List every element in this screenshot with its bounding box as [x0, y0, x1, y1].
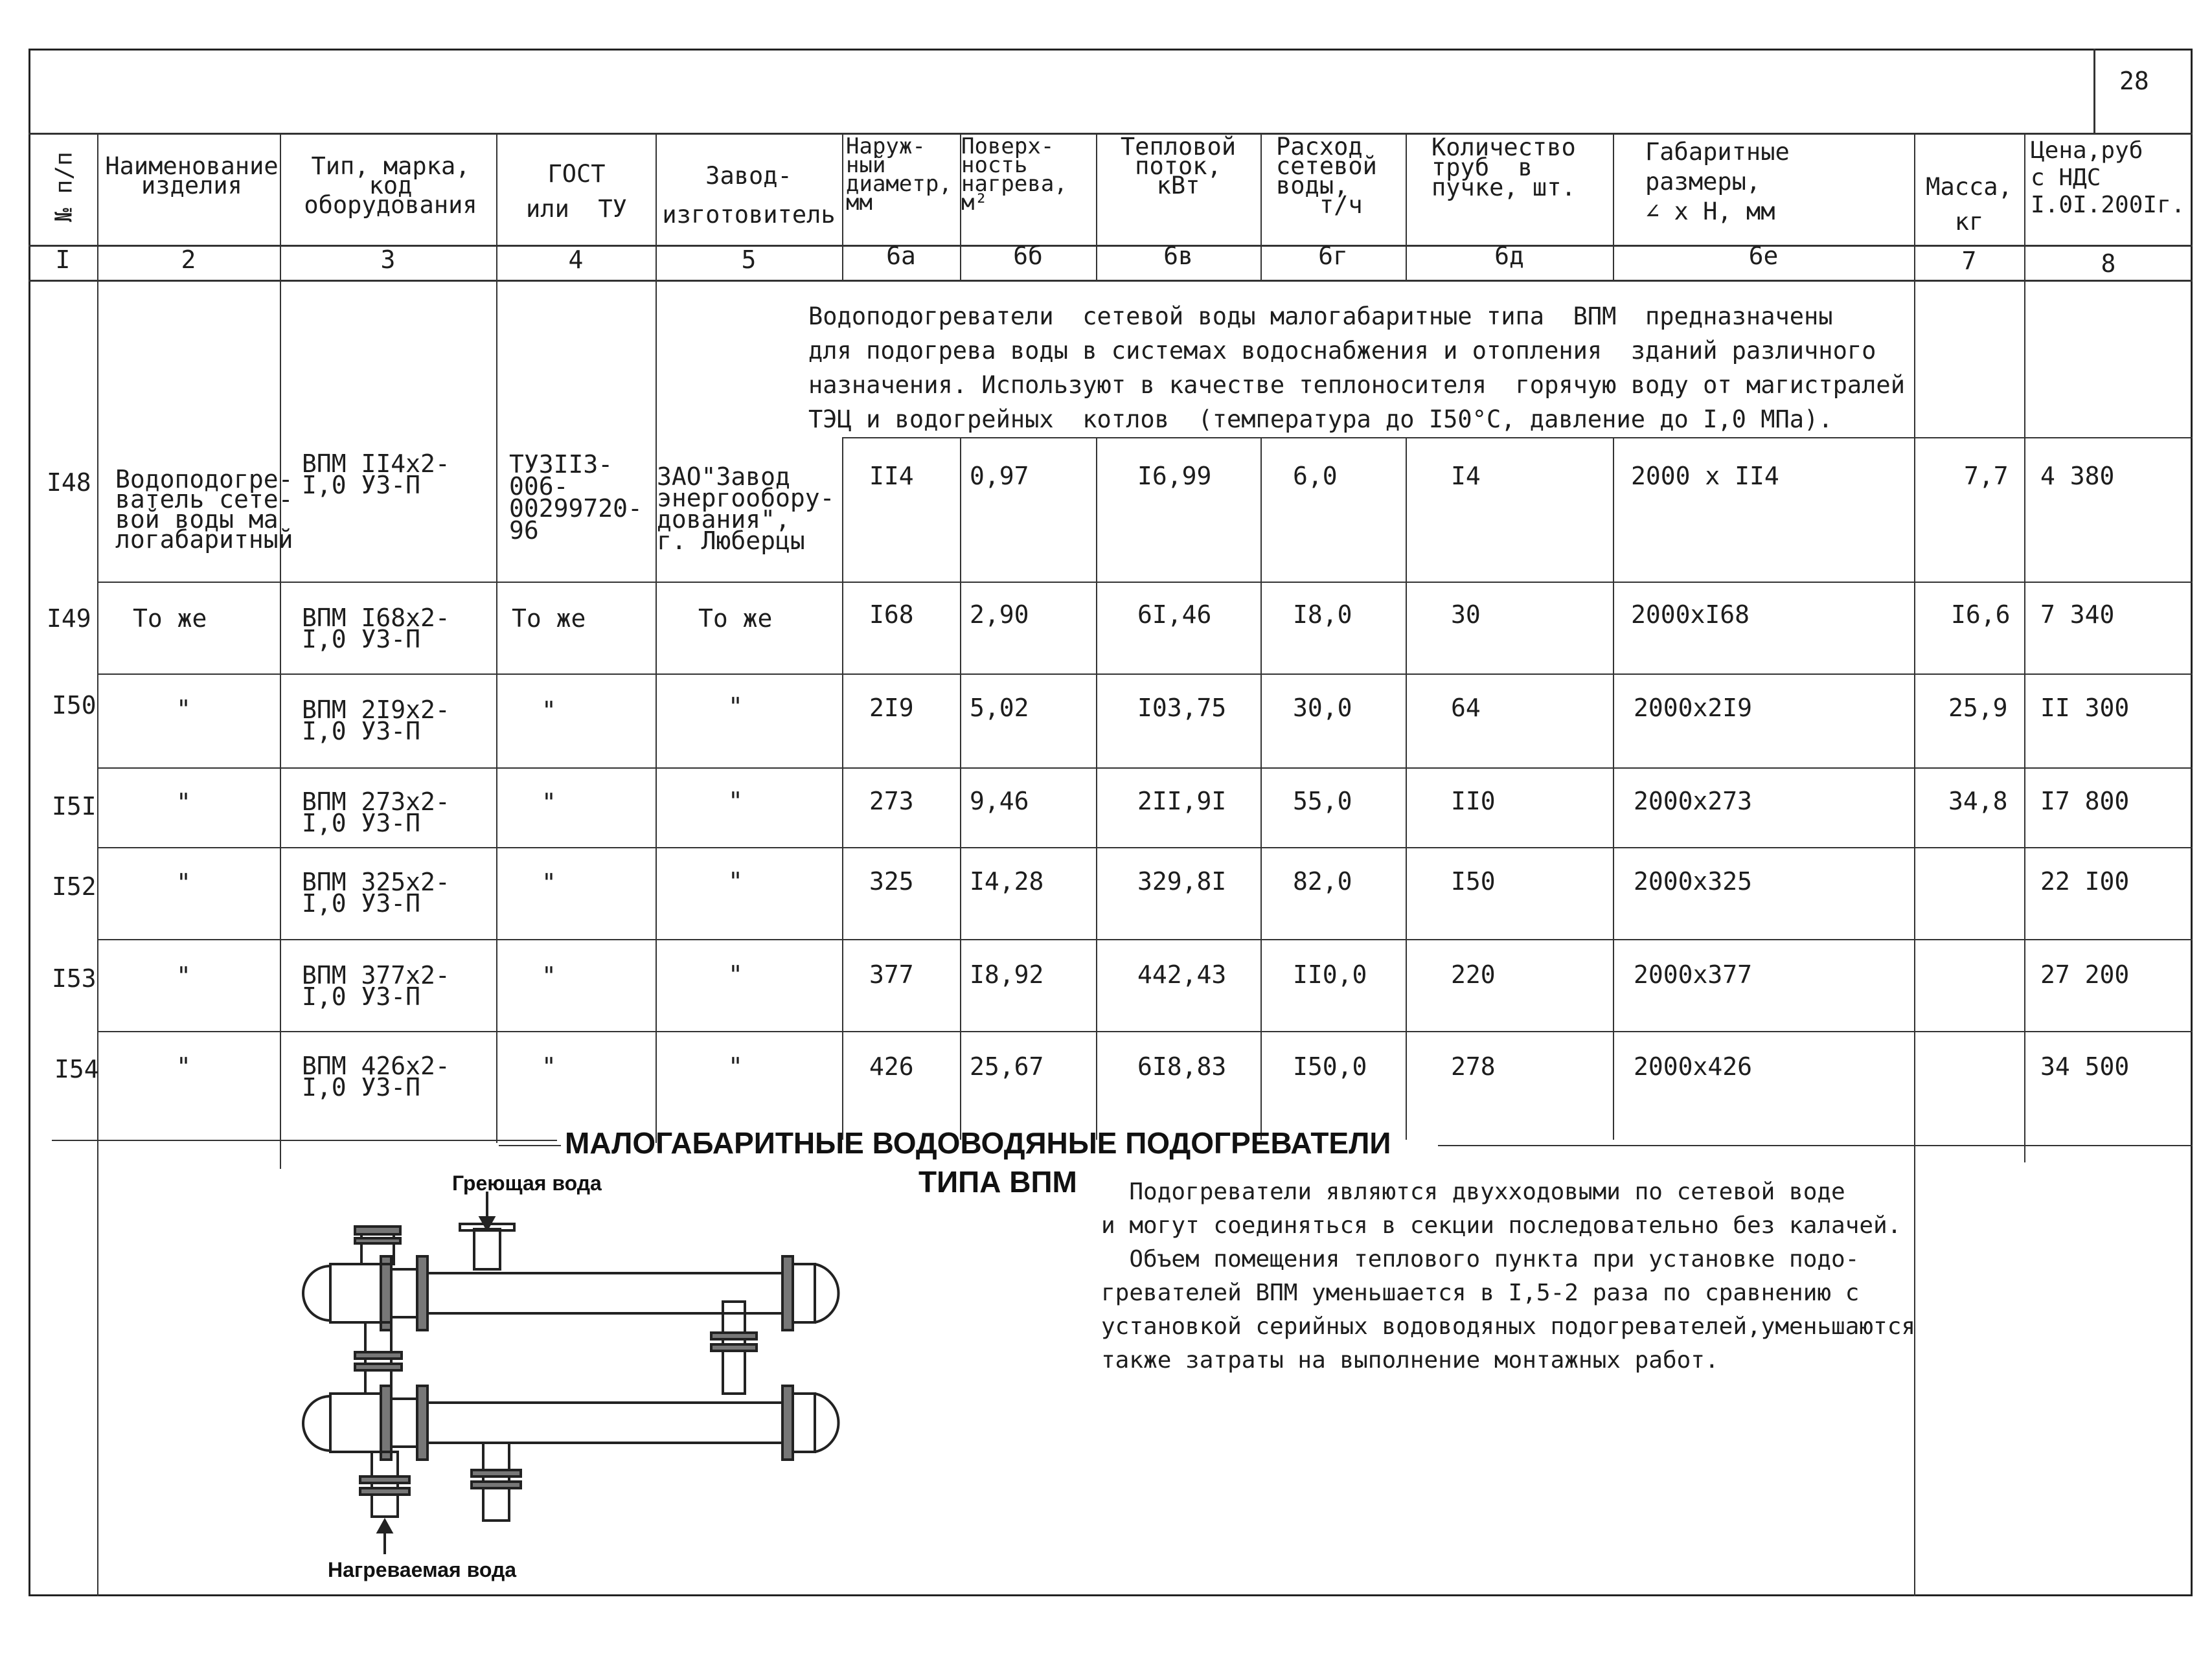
header-num: № п/п: [51, 152, 78, 222]
header-tubes: Количество труб в пучке, шт.: [1431, 133, 1576, 201]
intro-bottom-line: [842, 437, 2193, 438]
heat-exchanger-drawing: [285, 1192, 868, 1567]
row-maker: То же: [698, 604, 773, 633]
row-price: 27 200: [2040, 960, 2130, 989]
row-price: 7 340: [2040, 600, 2115, 629]
row-flow: 82,0: [1293, 867, 1352, 896]
row-line-2: [97, 673, 2193, 675]
header-name: Наименование изделия: [105, 152, 279, 199]
col-number: 7: [1961, 247, 1977, 275]
row-diam: 273: [869, 787, 914, 815]
row-line-4: [97, 847, 2193, 848]
row-diam: 325: [869, 867, 914, 896]
header-price: Цена,руб с НДС I.0I.200Iг.: [2031, 137, 2185, 218]
row-maker: ": [728, 787, 743, 815]
title-line-right: [1438, 1145, 2193, 1146]
row-mass: 7,7: [1964, 462, 2009, 490]
row-name: Водоподогре- ватель сете- вой воды ма логабаритный: [115, 465, 293, 554]
row-dims: 2000х2I9: [1634, 694, 1753, 722]
row-diam: I68: [869, 600, 914, 629]
row-line-6: [97, 1031, 2193, 1032]
row-dims: 2000х325: [1634, 867, 1753, 896]
col-line-type: [496, 133, 497, 1143]
row-diam: 2I9: [869, 694, 914, 722]
header-top-line: [29, 133, 2193, 135]
row-price: II 300: [2040, 694, 2130, 722]
col-line-flow-b: [1406, 437, 1407, 1140]
row-tubes: 64: [1451, 694, 1481, 722]
row-type: ВПМ 426х2- I,0 УЗ-П: [302, 1052, 450, 1102]
row-surface: I8,92: [970, 960, 1044, 989]
row-gost: ": [542, 1052, 556, 1081]
header-heat: Тепловой поток, кВт: [1120, 133, 1237, 199]
row-heat: 442,43: [1137, 960, 1227, 989]
title-line-left: [499, 1145, 561, 1146]
colnum-bottom-line: [29, 280, 2193, 282]
row-surface: 0,97: [970, 462, 1029, 490]
row-type: ВПМ II4х2- I,0 УЗ-П: [302, 449, 450, 499]
col-line-gost: [656, 133, 657, 1143]
row-name: ": [176, 1052, 191, 1081]
row-type: ВПМ 377х2- I,0 УЗ-П: [302, 961, 450, 1011]
row-tubes: I4: [1451, 462, 1481, 490]
col-line-num: [97, 133, 98, 1596]
row-maker: ": [728, 960, 743, 989]
header-maker: Завод- изготовитель: [662, 162, 836, 229]
row-gost: ": [542, 788, 556, 817]
col-number: 8: [2101, 249, 2116, 278]
description-text: Подогреватели являются двухходовыми по сетевой воде и могут соединяться в секции последовательно без калачей. Объем помещения теплового пункта при установке подо- гревателей ВПМ уменьшается в I,5-2 раза по сравнению с установкой серийных водоводяных подогревателей,уменьшаются также затраты на выполнение монтажных работ.: [1101, 1179, 1916, 1374]
row-maker: ": [728, 692, 743, 721]
figure-title: МАЛОГАБАРИТНЫЕ ВОДОВОДЯНЫЕ ПОДОГРЕВАТЕЛИ: [565, 1126, 1391, 1160]
figure-subtitle: ТИПА ВПМ: [918, 1165, 1077, 1199]
row-num: I50: [52, 691, 97, 719]
row-heat: 6I,46: [1137, 600, 1212, 629]
row-gost: ": [542, 696, 556, 725]
row-heat: 2II,9I: [1137, 787, 1227, 815]
col-number: 6а: [886, 242, 916, 270]
row-num: I53: [52, 964, 97, 993]
row-heat: I6,99: [1137, 462, 1212, 490]
row-num: I49: [47, 604, 91, 633]
row-num: I48: [47, 468, 91, 497]
row-tubes: I50: [1451, 867, 1496, 896]
row-dims: 2000х273: [1634, 787, 1753, 815]
row-dims: 2000хI68: [1631, 600, 1750, 629]
row-name: ": [176, 788, 191, 817]
row-flow: II0,0: [1293, 960, 1367, 989]
row-surface: 2,90: [970, 600, 1029, 629]
row-flow: 30,0: [1293, 694, 1352, 722]
col-line-diam-b: [960, 437, 961, 1140]
row-type: ВПМ 2I9х2- I,0 УЗ-П: [302, 696, 450, 745]
row-heat: I03,75: [1137, 694, 1227, 722]
row-flow: 55,0: [1293, 787, 1352, 815]
row-flow: I8,0: [1293, 600, 1352, 629]
row-gost: ТУЗII3- 006- 00299720- 96: [509, 450, 643, 545]
page-number: 28: [2119, 67, 2149, 95]
col-number: 5: [741, 245, 757, 274]
row-diam: II4: [869, 462, 914, 490]
col-number: 6б: [1013, 242, 1043, 270]
row-price: 22 I00: [2040, 867, 2130, 896]
row-surface: 25,67: [970, 1052, 1044, 1081]
row-flow: 6,0: [1293, 462, 1338, 490]
header-mass: Масса, кг: [1926, 173, 2012, 236]
row-num: I52: [52, 872, 97, 901]
row-dims: 2000 х II4: [1631, 462, 1779, 490]
col-line-surface-b: [1096, 437, 1097, 1140]
row-tubes: II0: [1451, 787, 1496, 815]
header-dims: Габаритные размеры, ∠ х Н, мм: [1645, 138, 1790, 225]
row-mass: 34,8: [1948, 787, 2008, 815]
row-maker: ": [728, 867, 743, 896]
row-gost: То же: [512, 604, 586, 633]
row-name: ": [176, 868, 191, 897]
row-num: I5I: [52, 792, 97, 820]
row-price: 34 500: [2040, 1052, 2130, 1081]
col-number: 6в: [1163, 242, 1193, 270]
col-number: 4: [568, 245, 584, 274]
row-diam: 377: [869, 960, 914, 989]
header-surface: Поверх- ность нагрева, м²: [961, 133, 1067, 216]
row-maker: ": [728, 1052, 743, 1081]
row-mass: 25,9: [1948, 694, 2008, 722]
col-number: 3: [380, 245, 396, 274]
row-mass: I6,6: [1951, 600, 2011, 629]
row-dims: 2000х377: [1634, 960, 1753, 989]
row-type: ВПМ I68х2- I,0 УЗ-П: [302, 604, 450, 653]
row-diam: 426: [869, 1052, 914, 1081]
heated-water-label: Нагреваемая вода: [328, 1558, 517, 1581]
col-number: 6д: [1494, 242, 1524, 270]
row-surface: 9,46: [970, 787, 1029, 815]
header-type: Тип, марка, код оборудования: [304, 152, 477, 219]
row-line-5: [97, 939, 2193, 940]
col-line-tubes-b: [1613, 437, 1614, 1140]
col-line-name: [280, 133, 281, 1169]
row-tubes: 30: [1451, 600, 1481, 629]
col-line-maker-b: [842, 437, 843, 1140]
row-gost: ": [542, 962, 556, 990]
row-type: ВПМ 273х2- I,0 УЗ-П: [302, 787, 450, 837]
row-dims: 2000х426: [1634, 1052, 1753, 1081]
row-price: 4 380: [2040, 462, 2115, 490]
row-tubes: 278: [1451, 1052, 1496, 1081]
page-number-box: [2093, 49, 2095, 133]
col-line-mass: [2024, 133, 2025, 1162]
row-name: ": [176, 695, 191, 723]
row-gost: ": [542, 868, 556, 897]
row-line-3: [97, 767, 2193, 769]
row-maker: ЗАО"Завод энергообору- дования", г. Люберцы: [657, 462, 835, 555]
col-number: I: [55, 245, 71, 274]
row-surface: 5,02: [970, 694, 1029, 722]
col-line-heat-b: [1260, 437, 1262, 1140]
hot-water-label: Греющая вода: [452, 1171, 602, 1195]
header-diam: Наруж- ный диаметр, мм: [846, 133, 952, 216]
col-number: 2: [181, 245, 196, 274]
intro-text: Водоподогреватели сетевой воды малогабаритные типа ВПМ предназначены для подогрева воды в системах водоснабжения и отопления зданий различного назначения. Используют в качестве теплоносителя горячую воду от магистралей ТЭЦ и водогрейных котлов (температура до I50°С, давление до I,0 МПа).: [808, 302, 1905, 433]
row-type: ВПМ 325х2- I,0 УЗ-П: [302, 868, 450, 918]
table-bottom-line: [52, 1140, 557, 1141]
row-name: То же: [133, 604, 207, 633]
row-surface: I4,28: [970, 867, 1044, 896]
row-heat: 6I8,83: [1137, 1052, 1227, 1081]
row-num: I54: [54, 1055, 99, 1083]
col-number: 6е: [1748, 242, 1779, 270]
row-line-1: [97, 582, 2193, 583]
row-flow: I50,0: [1293, 1052, 1367, 1081]
row-tubes: 220: [1451, 960, 1496, 989]
row-heat: 329,8I: [1137, 867, 1227, 896]
row-price: I7 800: [2040, 787, 2130, 815]
header-flow: Расход сетевой воды, т/ч: [1276, 133, 1377, 219]
header-gost: ГОСТ или ТУ: [526, 160, 627, 223]
row-name: ": [176, 962, 191, 990]
col-number: 6г: [1318, 242, 1348, 270]
